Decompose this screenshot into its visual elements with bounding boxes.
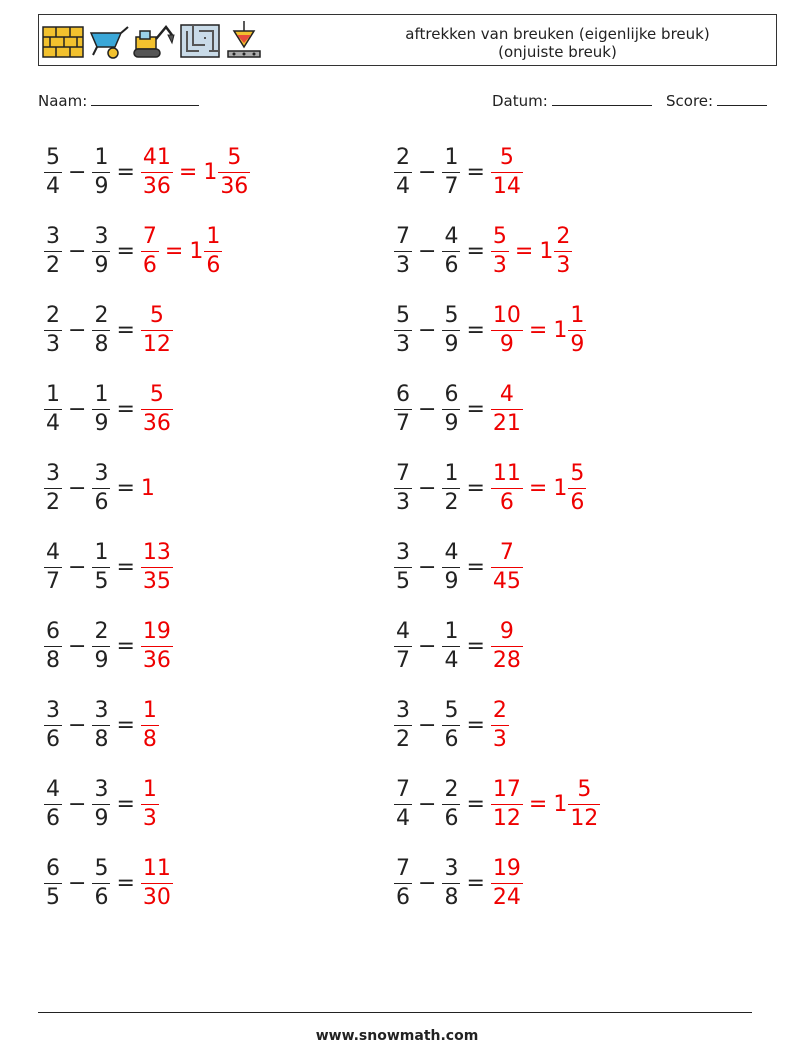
numerator: 5: [577, 776, 592, 802]
numerator: 3: [396, 697, 410, 723]
equals-sign: =: [466, 712, 485, 738]
denominator: 12: [570, 805, 599, 831]
numerator: 13: [142, 539, 171, 565]
answer-fraction: [141, 223, 159, 280]
equals-sign: =: [116, 870, 135, 896]
fraction: [442, 223, 460, 280]
equals-sign: =: [466, 870, 485, 896]
minus-sign: −: [418, 317, 437, 343]
numerator: 1: [206, 223, 221, 249]
numerator: 1: [46, 381, 60, 407]
denominator: 35: [142, 568, 171, 594]
fraction: [394, 381, 412, 438]
numerator: 2: [396, 144, 410, 170]
denominator: 8: [94, 726, 109, 752]
equals-sign: =: [116, 791, 135, 817]
problem-14: [394, 614, 523, 678]
numerator: 7: [396, 460, 410, 486]
denominator: 2: [396, 726, 410, 752]
date-field[interactable]: [492, 92, 652, 110]
fraction: [92, 539, 110, 596]
denominator: 36: [142, 173, 171, 199]
denominator: 2: [46, 252, 60, 278]
name-blank[interactable]: [91, 103, 199, 106]
crane-hook-icon: [224, 21, 266, 61]
fraction: [442, 539, 460, 596]
answer-fraction: [491, 144, 523, 201]
minus-sign: −: [418, 870, 437, 896]
numerator: 4: [46, 539, 60, 565]
minus-sign: −: [68, 791, 87, 817]
minus-sign: −: [68, 238, 87, 264]
fraction: [44, 302, 62, 359]
numerator: 19: [142, 618, 171, 644]
score-label: Score:: [666, 92, 714, 110]
denominator: 6: [444, 252, 459, 278]
numerator: 2: [556, 223, 571, 249]
fraction: [44, 776, 62, 833]
fraction: [394, 776, 412, 833]
denominator: 7: [396, 647, 410, 673]
wheelbarrow-icon: [87, 21, 129, 61]
fraction: [44, 223, 62, 280]
numerator: 5: [94, 855, 109, 881]
answer-fraction: [141, 539, 173, 596]
numerator: 17: [492, 776, 521, 802]
problem-7: [44, 377, 173, 441]
fraction: [44, 539, 62, 596]
answer-fraction: [491, 855, 523, 912]
minus-sign: −: [418, 712, 437, 738]
bricks-icon: [42, 21, 84, 61]
denominator: 8: [444, 884, 459, 910]
numerator: 2: [94, 302, 109, 328]
numerator: 5: [444, 697, 459, 723]
answer-fraction: [491, 539, 523, 596]
equals-sign: =: [116, 238, 135, 264]
minus-sign: −: [68, 870, 87, 896]
problem-1: [44, 140, 250, 204]
numerator: 3: [46, 460, 60, 486]
numerator: 19: [492, 855, 521, 881]
answer-fraction: [141, 302, 173, 359]
numerator: 5: [149, 381, 164, 407]
mixed-fraction: [568, 776, 600, 833]
fraction: [44, 618, 62, 675]
numerator: 4: [396, 618, 410, 644]
problem-9: [44, 456, 155, 520]
denominator: 21: [492, 410, 521, 436]
title-line-1: aftrekken van breuken (eigenlijke breuk): [405, 25, 710, 43]
fraction: [442, 144, 460, 201]
numerator: 1: [142, 697, 157, 723]
equals-sign-answer: =: [514, 238, 534, 264]
denominator: 6: [94, 884, 109, 910]
mixed-fraction: [568, 460, 586, 517]
mixed-whole: 1: [553, 475, 568, 501]
minus-sign: −: [418, 791, 437, 817]
numerator: 41: [142, 144, 171, 170]
worksheet-header: [38, 14, 777, 66]
fraction: [394, 460, 412, 517]
equals-sign: =: [466, 475, 485, 501]
denominator: 9: [570, 331, 585, 357]
numerator: 7: [142, 223, 157, 249]
denominator: 6: [46, 726, 60, 752]
fraction: [442, 460, 460, 517]
denominator: 9: [444, 331, 459, 357]
fraction: [394, 223, 412, 280]
numerator: 5: [149, 302, 164, 328]
numerator: 5: [46, 144, 60, 170]
problem-4: [394, 219, 572, 283]
minus-sign: −: [418, 554, 437, 580]
fraction: [394, 539, 412, 596]
denominator: 6: [142, 252, 157, 278]
problem-8: [394, 377, 523, 441]
fraction: [394, 697, 412, 754]
denominator: 36: [142, 410, 171, 436]
problem-19: [44, 851, 173, 915]
numerator: 7: [396, 776, 410, 802]
answer-fraction: [141, 618, 173, 675]
equals-sign-answer: =: [528, 791, 548, 817]
numerator: 5: [396, 302, 410, 328]
denominator: 9: [444, 568, 459, 594]
problem-15: [44, 693, 159, 757]
numerator: 3: [396, 539, 410, 565]
numerator: 2: [94, 618, 109, 644]
equals-sign: =: [116, 633, 135, 659]
denominator: 5: [94, 568, 109, 594]
fraction: [394, 302, 412, 359]
denominator: 4: [396, 173, 410, 199]
denominator: 12: [142, 331, 171, 357]
numerator: 3: [94, 460, 109, 486]
denominator: 8: [46, 647, 60, 673]
denominator: 3: [142, 805, 157, 831]
equals-sign: =: [466, 791, 485, 817]
denominator: 4: [396, 805, 410, 831]
problem-17: [44, 772, 159, 836]
answer-fraction: [491, 776, 523, 833]
denominator: 3: [492, 252, 507, 278]
denominator: 36: [220, 173, 249, 199]
equals-sign: =: [116, 396, 135, 422]
numerator: 1: [142, 776, 157, 802]
equals-sign: =: [466, 554, 485, 580]
date-label: Datum:: [492, 92, 548, 110]
denominator: 6: [94, 489, 109, 515]
denominator: 36: [142, 647, 171, 673]
denominator: 5: [46, 884, 60, 910]
denominator: 6: [396, 884, 410, 910]
minus-sign: −: [418, 633, 437, 659]
fraction: [92, 381, 110, 438]
denominator: 6: [444, 726, 459, 752]
denominator: 8: [142, 726, 157, 752]
numerator: 5: [492, 223, 507, 249]
problem-20: [394, 851, 523, 915]
equals-sign: =: [466, 633, 485, 659]
mixed-whole: 1: [189, 238, 204, 264]
numerator: 6: [46, 618, 60, 644]
fraction: [92, 302, 110, 359]
minus-sign: −: [68, 159, 87, 185]
problem-12: [394, 535, 523, 599]
answer-fraction: [491, 223, 509, 280]
problem-11: [44, 535, 173, 599]
denominator: 3: [492, 726, 507, 752]
mixed-fraction: [218, 144, 250, 201]
title-line-2: (onjuiste breuk): [498, 43, 617, 61]
answer-fraction: [491, 697, 509, 754]
footer-divider: [38, 1012, 752, 1013]
numerator: 4: [444, 539, 459, 565]
denominator: 9: [94, 252, 109, 278]
mixed-whole: 1: [539, 238, 554, 264]
equals-sign-answer: =: [164, 238, 184, 264]
denominator: 8: [94, 331, 109, 357]
equals-sign-answer: =: [528, 317, 548, 343]
denominator: 2: [46, 489, 60, 515]
equals-sign: =: [116, 712, 135, 738]
denominator: 45: [492, 568, 521, 594]
mixed-fraction: [554, 223, 572, 280]
denominator: 6: [444, 805, 459, 831]
equals-sign-answer: =: [178, 159, 198, 185]
denominator: 2: [444, 489, 459, 515]
answer-fraction: [141, 697, 159, 754]
answer-fraction: [141, 381, 173, 438]
denominator: 3: [46, 331, 60, 357]
minus-sign: −: [68, 317, 87, 343]
numerator: 1: [444, 144, 459, 170]
denominator: 24: [492, 884, 521, 910]
fraction: [92, 460, 110, 517]
denominator: 7: [444, 173, 459, 199]
denominator: 4: [46, 173, 60, 199]
score-field[interactable]: [666, 92, 767, 110]
denominator: 6: [206, 252, 221, 278]
fraction: [44, 144, 62, 201]
numerator: 5: [444, 302, 459, 328]
fraction: [442, 381, 460, 438]
maze-icon: [179, 21, 221, 61]
fraction: [442, 855, 460, 912]
problem-13: [44, 614, 173, 678]
numerator: 3: [46, 697, 60, 723]
denominator: 7: [46, 568, 60, 594]
numerator: 1: [570, 302, 585, 328]
numerator: 11: [492, 460, 521, 486]
numerator: 1: [94, 539, 109, 565]
score-blank[interactable]: [717, 103, 767, 106]
denominator: 9: [94, 173, 109, 199]
minus-sign: −: [418, 475, 437, 501]
date-blank[interactable]: [552, 103, 652, 106]
equals-sign: =: [116, 554, 135, 580]
numerator: 5: [227, 144, 242, 170]
numerator: 3: [94, 776, 109, 802]
numerator: 2: [46, 302, 60, 328]
answer-fraction: [141, 855, 173, 912]
denominator: 3: [556, 252, 571, 278]
numerator: 7: [396, 855, 410, 881]
fraction: [394, 144, 412, 201]
numerator: 10: [492, 302, 521, 328]
fraction: [44, 697, 62, 754]
numerator: 4: [444, 223, 459, 249]
fraction: [92, 776, 110, 833]
fraction: [92, 855, 110, 912]
minus-sign: −: [418, 238, 437, 264]
denominator: 14: [492, 173, 521, 199]
footer-url: www.snowmath.com: [315, 1028, 479, 1044]
numerator: 1: [94, 381, 109, 407]
fraction: [92, 618, 110, 675]
answer-fraction: [491, 381, 523, 438]
mixed-fraction: [568, 302, 586, 359]
numerator: 4: [499, 381, 514, 407]
minus-sign: −: [418, 396, 437, 422]
fraction: [394, 855, 412, 912]
numerator: 9: [499, 618, 514, 644]
fraction: [44, 381, 62, 438]
fraction: [44, 855, 62, 912]
numerator: 5: [570, 460, 585, 486]
answer-fraction: [141, 776, 159, 833]
numerator: 2: [492, 697, 507, 723]
numerator: 2: [444, 776, 459, 802]
numerator: 4: [46, 776, 60, 802]
denominator: 6: [46, 805, 60, 831]
worksheet-title: [339, 25, 776, 61]
answer-fraction: [141, 144, 173, 201]
equals-sign: =: [116, 317, 135, 343]
problem-3: [44, 219, 222, 283]
minus-sign: −: [418, 159, 437, 185]
denominator: 6: [499, 489, 514, 515]
mixed-whole: 1: [203, 159, 218, 185]
denominator: 3: [396, 489, 410, 515]
fraction: [442, 697, 460, 754]
denominator: 5: [396, 568, 410, 594]
fraction: [92, 223, 110, 280]
numerator: 7: [499, 539, 514, 565]
denominator: 9: [444, 410, 459, 436]
denominator: 9: [94, 410, 109, 436]
equals-sign-answer: =: [528, 475, 548, 501]
excavator-icon: [132, 21, 176, 61]
mixed-whole: 1: [553, 317, 568, 343]
problem-16: [394, 693, 509, 757]
denominator: 3: [396, 252, 410, 278]
problem-18: [394, 772, 600, 836]
numerator: 6: [46, 855, 60, 881]
numerator: 7: [396, 223, 410, 249]
numerator: 1: [444, 460, 459, 486]
minus-sign: −: [68, 712, 87, 738]
minus-sign: −: [68, 396, 87, 422]
problem-2: [394, 140, 523, 204]
numerator: 6: [396, 381, 410, 407]
name-label: Naam:: [38, 92, 88, 110]
answer-whole: 1: [140, 475, 155, 501]
denominator: 9: [499, 331, 514, 357]
problem-10: [394, 456, 586, 520]
fraction: [442, 776, 460, 833]
denominator: 28: [492, 647, 521, 673]
fraction: [394, 618, 412, 675]
mixed-fraction: [204, 223, 222, 280]
denominator: 9: [94, 805, 109, 831]
denominator: 6: [570, 489, 585, 515]
denominator: 12: [492, 805, 521, 831]
equals-sign: =: [116, 475, 135, 501]
answer-fraction: [491, 460, 523, 517]
answer-fraction: [491, 618, 523, 675]
numerator: 1: [444, 618, 459, 644]
denominator: 7: [396, 410, 410, 436]
answer-fraction: [491, 302, 523, 359]
equals-sign: =: [466, 159, 485, 185]
fraction: [92, 144, 110, 201]
fraction: [442, 302, 460, 359]
denominator: 9: [94, 647, 109, 673]
numerator: 3: [94, 223, 109, 249]
equals-sign: =: [466, 396, 485, 422]
equals-sign: =: [116, 159, 135, 185]
mixed-whole: 1: [553, 791, 568, 817]
numerator: 11: [142, 855, 171, 881]
denominator: 4: [46, 410, 60, 436]
denominator: 30: [142, 884, 171, 910]
minus-sign: −: [68, 633, 87, 659]
equals-sign: =: [466, 238, 485, 264]
problem-5: [44, 298, 173, 362]
denominator: 3: [396, 331, 410, 357]
name-field[interactable]: [38, 92, 199, 110]
fraction: [442, 618, 460, 675]
numerator: 1: [94, 144, 109, 170]
minus-sign: −: [68, 554, 87, 580]
numerator: 6: [444, 381, 459, 407]
denominator: 4: [444, 647, 459, 673]
numerator: 5: [499, 144, 514, 170]
fraction: [92, 697, 110, 754]
numerator: 3: [94, 697, 109, 723]
numerator: 3: [46, 223, 60, 249]
equals-sign: =: [466, 317, 485, 343]
numerator: 3: [444, 855, 459, 881]
problem-6: [394, 298, 586, 362]
fraction: [44, 460, 62, 517]
minus-sign: −: [68, 475, 87, 501]
